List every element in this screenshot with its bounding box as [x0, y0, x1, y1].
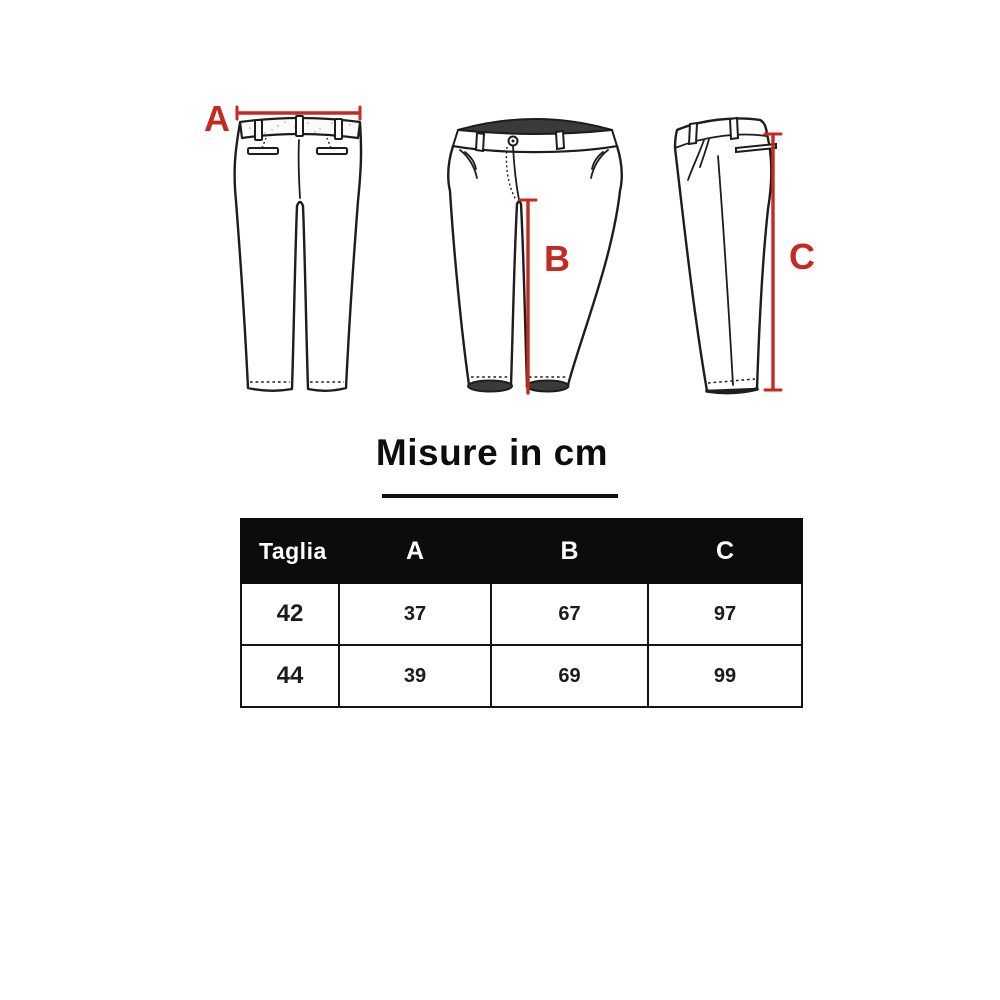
size-value: 42 [241, 583, 339, 645]
measure-c-value: 99 [648, 645, 802, 707]
belt-loop [730, 118, 738, 139]
measure-a-value: 39 [339, 645, 491, 707]
title-divider [382, 494, 618, 498]
column-header-taglia: Taglia [241, 519, 339, 583]
measure-b-value: 67 [491, 583, 648, 645]
measure-a-value: 37 [339, 583, 491, 645]
table-header-row [241, 519, 802, 583]
size-value: 44 [241, 645, 339, 707]
table-row [241, 583, 802, 645]
size-table [240, 518, 803, 708]
back-pocket [248, 148, 278, 154]
back-pocket [317, 148, 347, 154]
column-header-b: B [491, 519, 648, 583]
pants-front-view-illustration [440, 96, 625, 406]
measurement-label-a: A [204, 98, 230, 139]
column-header-a: A [339, 519, 491, 583]
measurement-label-b: B [544, 238, 570, 279]
measure-c-value: 97 [648, 583, 802, 645]
belt-loop [689, 123, 697, 144]
pants-back-view-illustration [190, 96, 370, 406]
measurement-label-c: C [789, 236, 815, 277]
belt-loop [296, 116, 303, 136]
page-title: Misure in cm [375, 432, 609, 473]
belt-loop [476, 133, 484, 151]
leg-opening [468, 381, 512, 392]
measure-b-value: 69 [491, 645, 648, 707]
column-header-c: C [648, 519, 802, 583]
belt-loop [556, 131, 564, 149]
leg-opening [527, 381, 569, 392]
belt-loop [335, 119, 342, 139]
belt-loop [255, 120, 262, 140]
table-row [241, 645, 802, 707]
